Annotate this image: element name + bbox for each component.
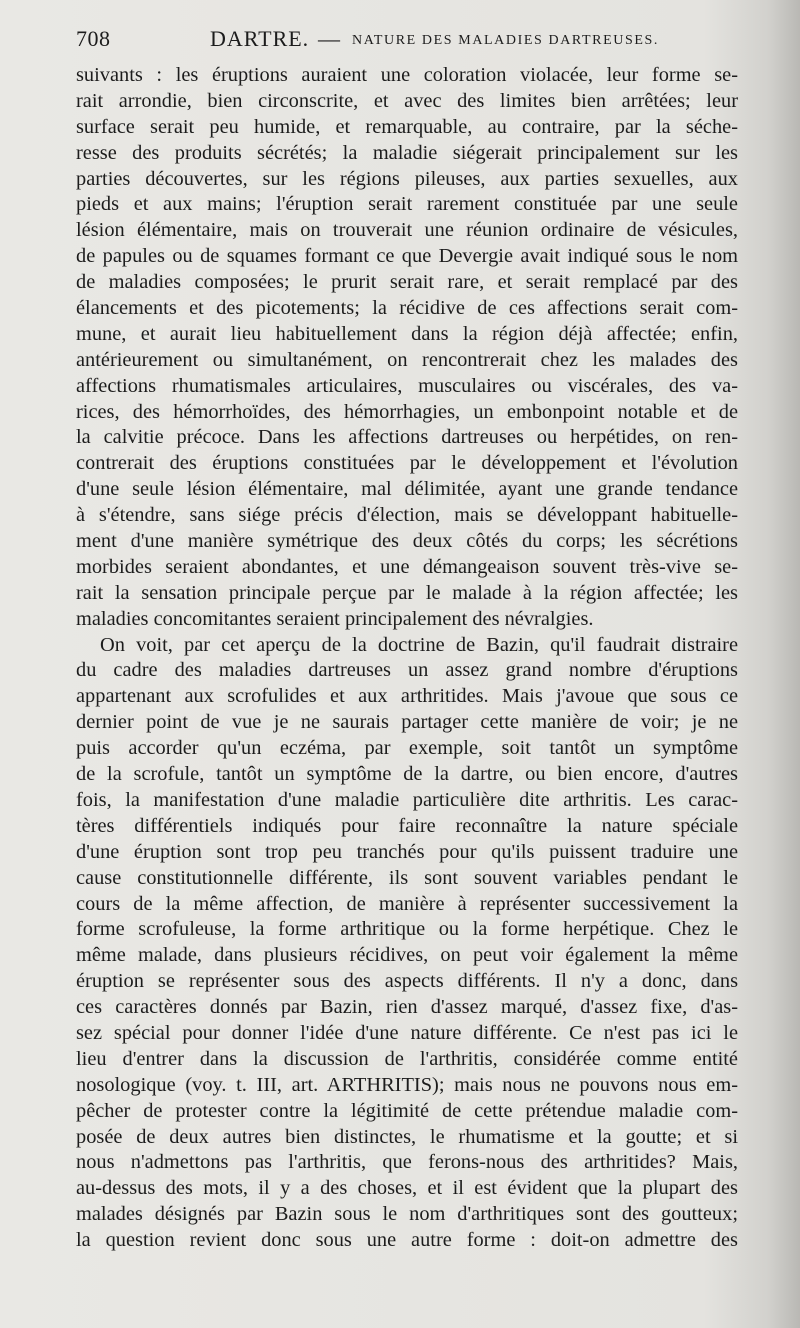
text-line: affections rhumatismales articulaires, musculaires ou viscérales, des va- [76,374,738,397]
text-line: d'une éruption sont trop peu tranchés pour qu'ils puissent traduire une [76,840,738,863]
text-line: au-dessus des mots, il y a des choses, et il est évident que la plupart des [76,1177,738,1200]
text-line: tères différentiels indiqués pour faire reconnaître la nature spéciale [76,814,738,837]
text-line: appartenant aux scrofulides et aux arthritides. Mais j'avoue que sous ce [76,685,738,708]
text-line: lésion élémentaire, mais on trouverait une réunion ordinaire de vésicules, [76,219,738,242]
text-line: nous n'admettons pas l'arthritis, que ferons-nous des arthritides? Mais, [76,1151,738,1174]
title-dash: — [318,26,340,51]
text-line: élancements et des picotements; la récidive de ces affections serait com- [76,297,738,320]
text-line: antérieurement ou simultanément, on rencontrerait chez les malades des [76,348,738,371]
running-head [76,22,738,56]
text-line: de papules ou de squames formant ce que Devergie avait indiqué sous le nom [76,245,738,268]
text-line: morbides seraient abondantes, et une démangeaison souvent très-vive se- [76,555,738,578]
text-line: cours de la même affection, de manière à représenter successivement la [76,892,738,915]
text-line: nosologique (voy. t. III, art. ARTHRITIS); mais nous ne pouvons nous em- [76,1073,738,1096]
text-line: resse des produits sécrétés; la maladie siégerait principalement sur les [76,141,738,164]
text-line: posée de deux autres bien distinctes, le rhumatisme et la goutte; et si [76,1125,738,1148]
text-line: rices, des hémorrhoïdes, des hémorrhagies, un embonpoint notable et de [76,400,738,423]
paragraph-start-line: On voit, par cet aperçu de la doctrine de Bazin, qu'il faudrait distraire [100,633,738,656]
text-line: éruption se représenter sous des aspects différents. Il n'y a donc, dans [76,970,738,993]
text-line: sez spécial pour donner l'idée d'une nature différente. Ce n'est pas ici le [76,1021,738,1044]
text-line: rait arrondie, bien circonscrite, et avec des limites bien arrêtées; leur [76,89,738,112]
running-title: DARTRE. [210,26,310,51]
text-line: forme scrofuleuse, la forme arthritique ou la forme herpétique. Chez le [76,918,738,941]
text-line: la calvitie précoce. Dans les affections dartreuses ou herpétides, on ren- [76,426,738,449]
text-line: rait la sensation principale perçue par le malade à la région affectée; les [76,581,738,604]
text-line: de maladies composées; le prurit serait rare, et serait remplacé par des [76,271,738,294]
text-line: parties découvertes, sur les régions pileuses, aux parties sexuelles, aux [76,167,738,190]
text-line: contrerait des éruptions constituées par le développement et l'évolution [76,452,738,475]
text-line: malades désignés par Bazin sous le nom d'arthritiques sont des goutteux; [76,1203,738,1226]
text-line: maladies concomitantes seraient principalement des névralgies. [76,607,594,630]
text-line: dernier point de vue je ne saurais partager cette manière de voir; je ne [76,711,738,734]
text-line: fois, la manifestation d'une maladie particulière dite arthritis. Les carac- [76,788,738,811]
text-line: suivants : les éruptions auraient une coloration violacée, leur forme se- [76,64,738,86]
page-number: 708 [76,26,111,51]
text-line: pieds et aux mains; l'éruption serait rarement constituée par une seule [76,193,738,216]
text-line: ces caractères donnés par Bazin, rien d'assez marqué, d'assez fixe, d'as- [76,996,738,1019]
text-line: la question revient donc sous une autre forme : doit-on admettre des [76,1229,738,1252]
text-line: surface serait peu humide, et remarquable, au contraire, par la séche- [76,115,738,138]
text-line: puis accorder qu'un eczéma, par exemple, soit tantôt un symptôme [76,737,738,760]
text-line: à s'étendre, sans siége précis d'élection, mais se développant habituelle- [76,504,738,527]
text-line: cause constitutionnelle différente, ils sont souvent variables pendant le [76,866,738,889]
running-subtitle: NATURE DES MALADIES DARTREUSES. [352,33,659,48]
text-line: lieu d'entrer dans la discussion de l'arthritis, considérée comme entité [76,1047,738,1070]
body-text [76,63,738,1254]
text-line: même malade, dans plusieurs récidives, on peut voir également la même [76,944,738,967]
text-line: pêcher de protester contre la légitimité de cette prétendue maladie com- [76,1099,738,1122]
text-line: de la scrofule, tantôt un symptôme de la dartre, ou bien encore, d'autres [76,763,738,786]
text-line: d'une seule lésion élémentaire, mal délimitée, ayant une grande tendance [76,478,738,501]
text-line: ment d'une manière symétrique des deux côtés du corps; les sécrétions [76,530,738,553]
text-line: mune, et aurait lieu habituellement dans la région déjà affectée; enfin, [76,322,738,345]
text-line: du cadre des maladies dartreuses un assez grand nombre d'éruptions [76,659,738,682]
